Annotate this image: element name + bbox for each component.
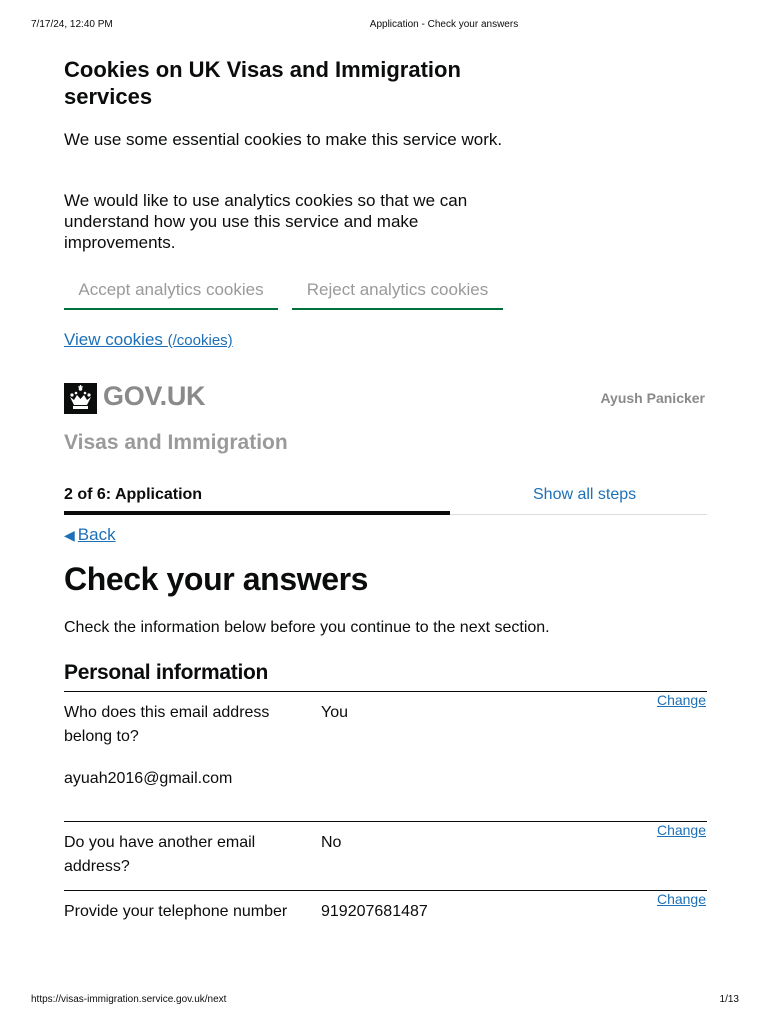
- progress-step-label: 2 of 6: Application: [64, 486, 203, 503]
- question-other-email: Do you have another email address?: [64, 834, 256, 875]
- show-all-steps-link[interactable]: Show all steps: [533, 486, 637, 503]
- section-title-personal-information: Personal information: [64, 661, 269, 684]
- change-telephone-link[interactable]: Change: [656, 891, 706, 907]
- answer-email-address: ayuah2016@gmail.com: [64, 770, 233, 787]
- summary-row-divider: [64, 691, 707, 692]
- royal-crown-icon: [64, 383, 97, 414]
- view-cookies-path: (/cookies): [167, 332, 233, 349]
- print-url: https://visas-immigration.service.gov.uk/next: [31, 994, 227, 1005]
- change-email-owner-link[interactable]: Change: [656, 692, 706, 708]
- page-title: Check your answers: [64, 561, 369, 597]
- back-link[interactable]: [64, 525, 116, 545]
- question-email-owner: Who does this email address belong to?: [64, 704, 270, 745]
- back-link-label: Back: [77, 525, 116, 544]
- summary-row-divider: [64, 821, 707, 822]
- answer-telephone: 919207681487: [321, 903, 428, 920]
- print-page-title: Application - Check your answers: [369, 19, 519, 30]
- page-intro: Check the information below before you continue to the next section.: [64, 619, 550, 636]
- question-telephone: Provide your telephone number: [64, 903, 288, 920]
- answer-email-owner: You: [321, 704, 348, 721]
- back-arrow-icon: ◀: [64, 527, 75, 543]
- govuk-logo[interactable]: GOV.UK: [103, 381, 206, 411]
- service-name[interactable]: Visas and Immigration: [64, 431, 288, 454]
- print-datetime: 7/17/24, 12:40 PM: [31, 19, 113, 30]
- answer-other-email: No: [321, 834, 342, 851]
- cookie-banner-title: Cookies on UK Visas and Immigration services: [64, 57, 461, 109]
- change-other-email-link[interactable]: Change: [656, 822, 706, 838]
- cookie-banner-text-analytics: We would like to use analytics cookies so that we can understand how you use this service and make improvements.: [64, 191, 468, 252]
- view-cookies-link[interactable]: [64, 330, 233, 350]
- summary-row-divider: [64, 890, 707, 891]
- cookie-banner-text-essential: We use some essential cookies to make this service work.: [64, 130, 503, 149]
- signed-in-user-name: Ayush Panicker: [600, 390, 705, 406]
- accept-analytics-cookies-button[interactable]: Accept analytics cookies: [64, 280, 278, 310]
- progress-fill: [64, 511, 450, 515]
- print-page-count: 1/13: [719, 994, 739, 1005]
- view-cookies-label: View cookies: [64, 330, 163, 349]
- reject-analytics-cookies-button[interactable]: Reject analytics cookies: [292, 280, 503, 310]
